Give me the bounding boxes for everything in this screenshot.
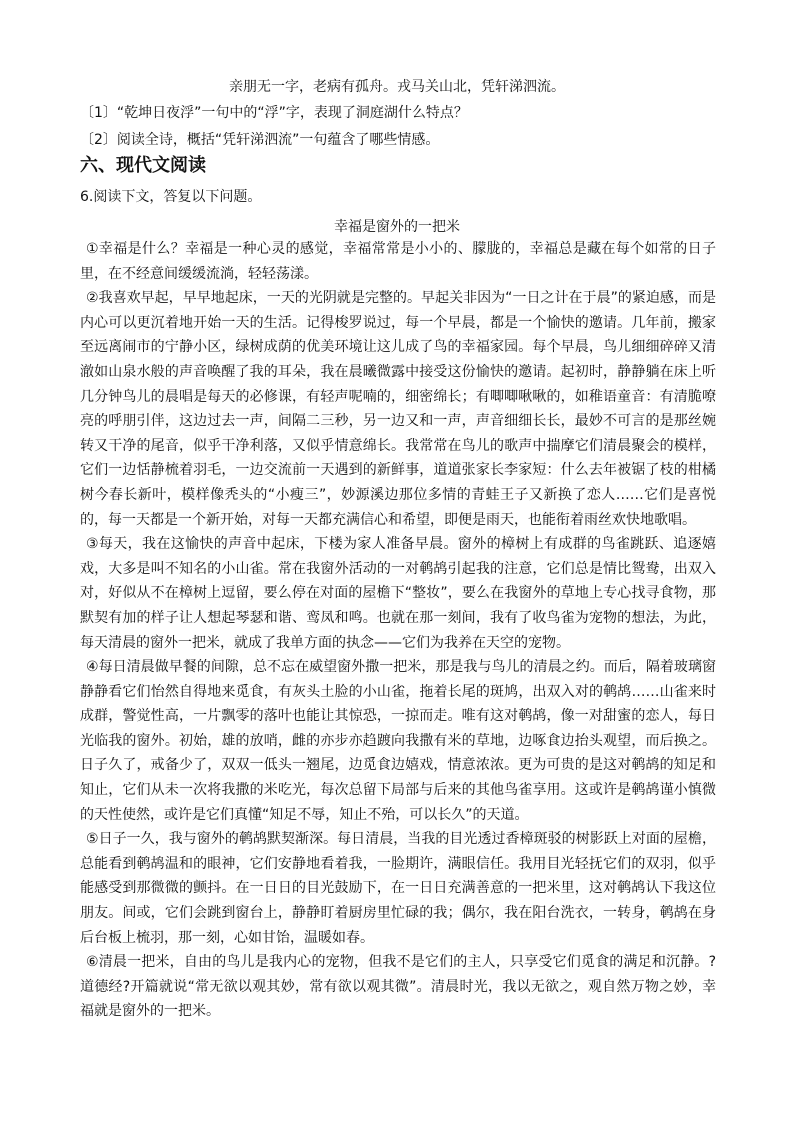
- poem-line: 亲朋无一字，老病有孤舟。戎马关山北，凭轩涕泗流。: [229, 79, 565, 95]
- question-1: 〔1〕“乾坤日夜浮”一句中的“浮”字，表现了洞庭湖什么特点？: [80, 105, 468, 121]
- article-title: 幸福是窗外的一把米: [334, 219, 460, 235]
- article-body: [80, 237, 716, 1024]
- article-paragraph-2: ②我喜欢早起，早早地起床，一天的光阴就是完整的。早起关非因为“一日之计在于晨”的紧迫感，而是内心可以更沉着地开始一天的生活。记得梭罗说过，每一个早晨，都是一个愉快的邀请。几年前，搬家至远离闹市的宁静小区，绿树成荫的优美环境让这儿成了鸟的幸福家园。每个早晨，鸟儿细细碎碎又清澈如山泉水般的声音唤醒了我的耳朵，我在晨曦微露中接受这份愉快的邀请。起初时，静静躺在床上听几分钟鸟儿的晨唱是每天的必修课，有轻声呢喃的，细密绵长；有唧唧啾啾的，如稚语童音：有清脆嘹亮的呼朋引伴，这边过去一声，间隔二三秒，另一边又和一声，声音细细长长，最妙不可言的是那丝婉转又干净的尾音，似乎干净利落，又似乎情意绵长。我常常在鸟儿的歌声中揣摩它们清晨聚会的模样，它们一边恬静梳着羽毛，一边交流前一天遇到的新鲜事，道道张家长李家短：什么去年被锯了枝的柑橘树今春长新叶，模样像秃头的“小瘦三”，妙源溪边那位多情的青蛙王子又新换了恋人……它们是喜悦的，每一天都是一个新开始，对每一天都充满信心和希望，即便是雨天，也能衔着雨丝欢快地歌唱。: [80, 290, 716, 528]
- section-title: 六、现代文阅读: [80, 155, 206, 176]
- question-2: 〔2〕阅读全诗，概括“凭轩涕泗流”一句蕴含了哪些情感。: [80, 132, 440, 148]
- article-paragraph-4: ④每日清晨做早餐的间隙，总不忘在威望窗外撒一把米，那是我与鸟儿的清晨之约。而后，隔着玻璃窗静静看它们怡然自得地来觅食，有灰头土脸的小山雀，拖着长尾的斑鸠，出双入对的鹌鸪……山雀来时成群，警觉性高，一片飘零的落叶也能让其惊恐，一掠而走。唯有这对鹌鸪，像一对甜蜜的恋人，每日光临我的窗外。初始，雄的放哨，雌的亦步亦趋踱向我撒有米的草地，边啄食边抬头观望，而后换之。日子久了，戒备少了，双双一低头一翘尾，边觅食边嬉戏，情意浓浓。更为可贵的是这对鹌鸪的知足和知止，它们从未一次将我撒的米吃光，每次总留下局部与后来的其他鸟雀享用。这或许是鹌鸪谨小慎微的天性使然，或许是它们真懂“知足不辱，知止不殆，可以长久”的天道。: [80, 659, 716, 823]
- question-instruction: 6.阅读下文，答复以下问题。: [80, 189, 262, 205]
- article-paragraph-6: ⑥清晨一把米，自由的鸟儿是我内心的宠物，但我不是它们的主人，只享受它们觅食的满足和沉静。?道德经?开篇就说“常无欲以观其妙，常有欲以观其微”。清晨时光，我以无欲之，观自然万物之妙，幸福就是窗外的一把米。: [80, 954, 716, 1020]
- article-paragraph-5: ⑤日子一久，我与窗外的鹌鸪默契渐深。每日清晨，当我的目光透过香樟斑驳的树影跃上对面的屋檐，总能看到鹌鸪温和的眼神，它们安静地看着我，一脸期许，满眼信任。我用目光轻抚它们的双羽，似乎能感受到那微微的颤抖。在一日日的目光鼓励下，在一日日充满善意的一把米里，这对鹌鸪认下我这位朋友。间或，它们会跳到窗台上，静静盯着厨房里忙碌的我；偶尔，我在阳台洗衣，一转身，鹌鸪在身后台板上梳羽，那一刻，心如甘饴，温暖如春。: [80, 831, 716, 946]
- article-paragraph-3: ③每天，我在这愉快的声音中起床，下楼为家人准备早晨。窗外的樟树上有成群的鸟雀跳跃、追逐嬉戏，大多是叫不知名的小山雀。常在我窗外活动的一对鹌鸪引起我的注意，它们总是情比鸳鸯，出双入对，好似从不在樟树上逗留，要么停在对面的屋檐下“整妆”，要么在我窗外的草地上专心找寻食物，那默契有加的样子让人想起琴瑟和谐、鸾凤和鸣。也就在那一刻间，我有了收鸟雀为宠物的想法，为此，每天清晨的窗外一把米，就成了我单方面的执念——它们为我养在天空的宠物。: [80, 536, 716, 651]
- article-paragraph-1: ①幸福是什么？幸福是一种心灵的感觉，幸福常常是小小的、朦胧的，幸福总是藏在每个如常的日子里，在不经意间缓缓流淌，轻轻荡漾。: [80, 241, 716, 282]
